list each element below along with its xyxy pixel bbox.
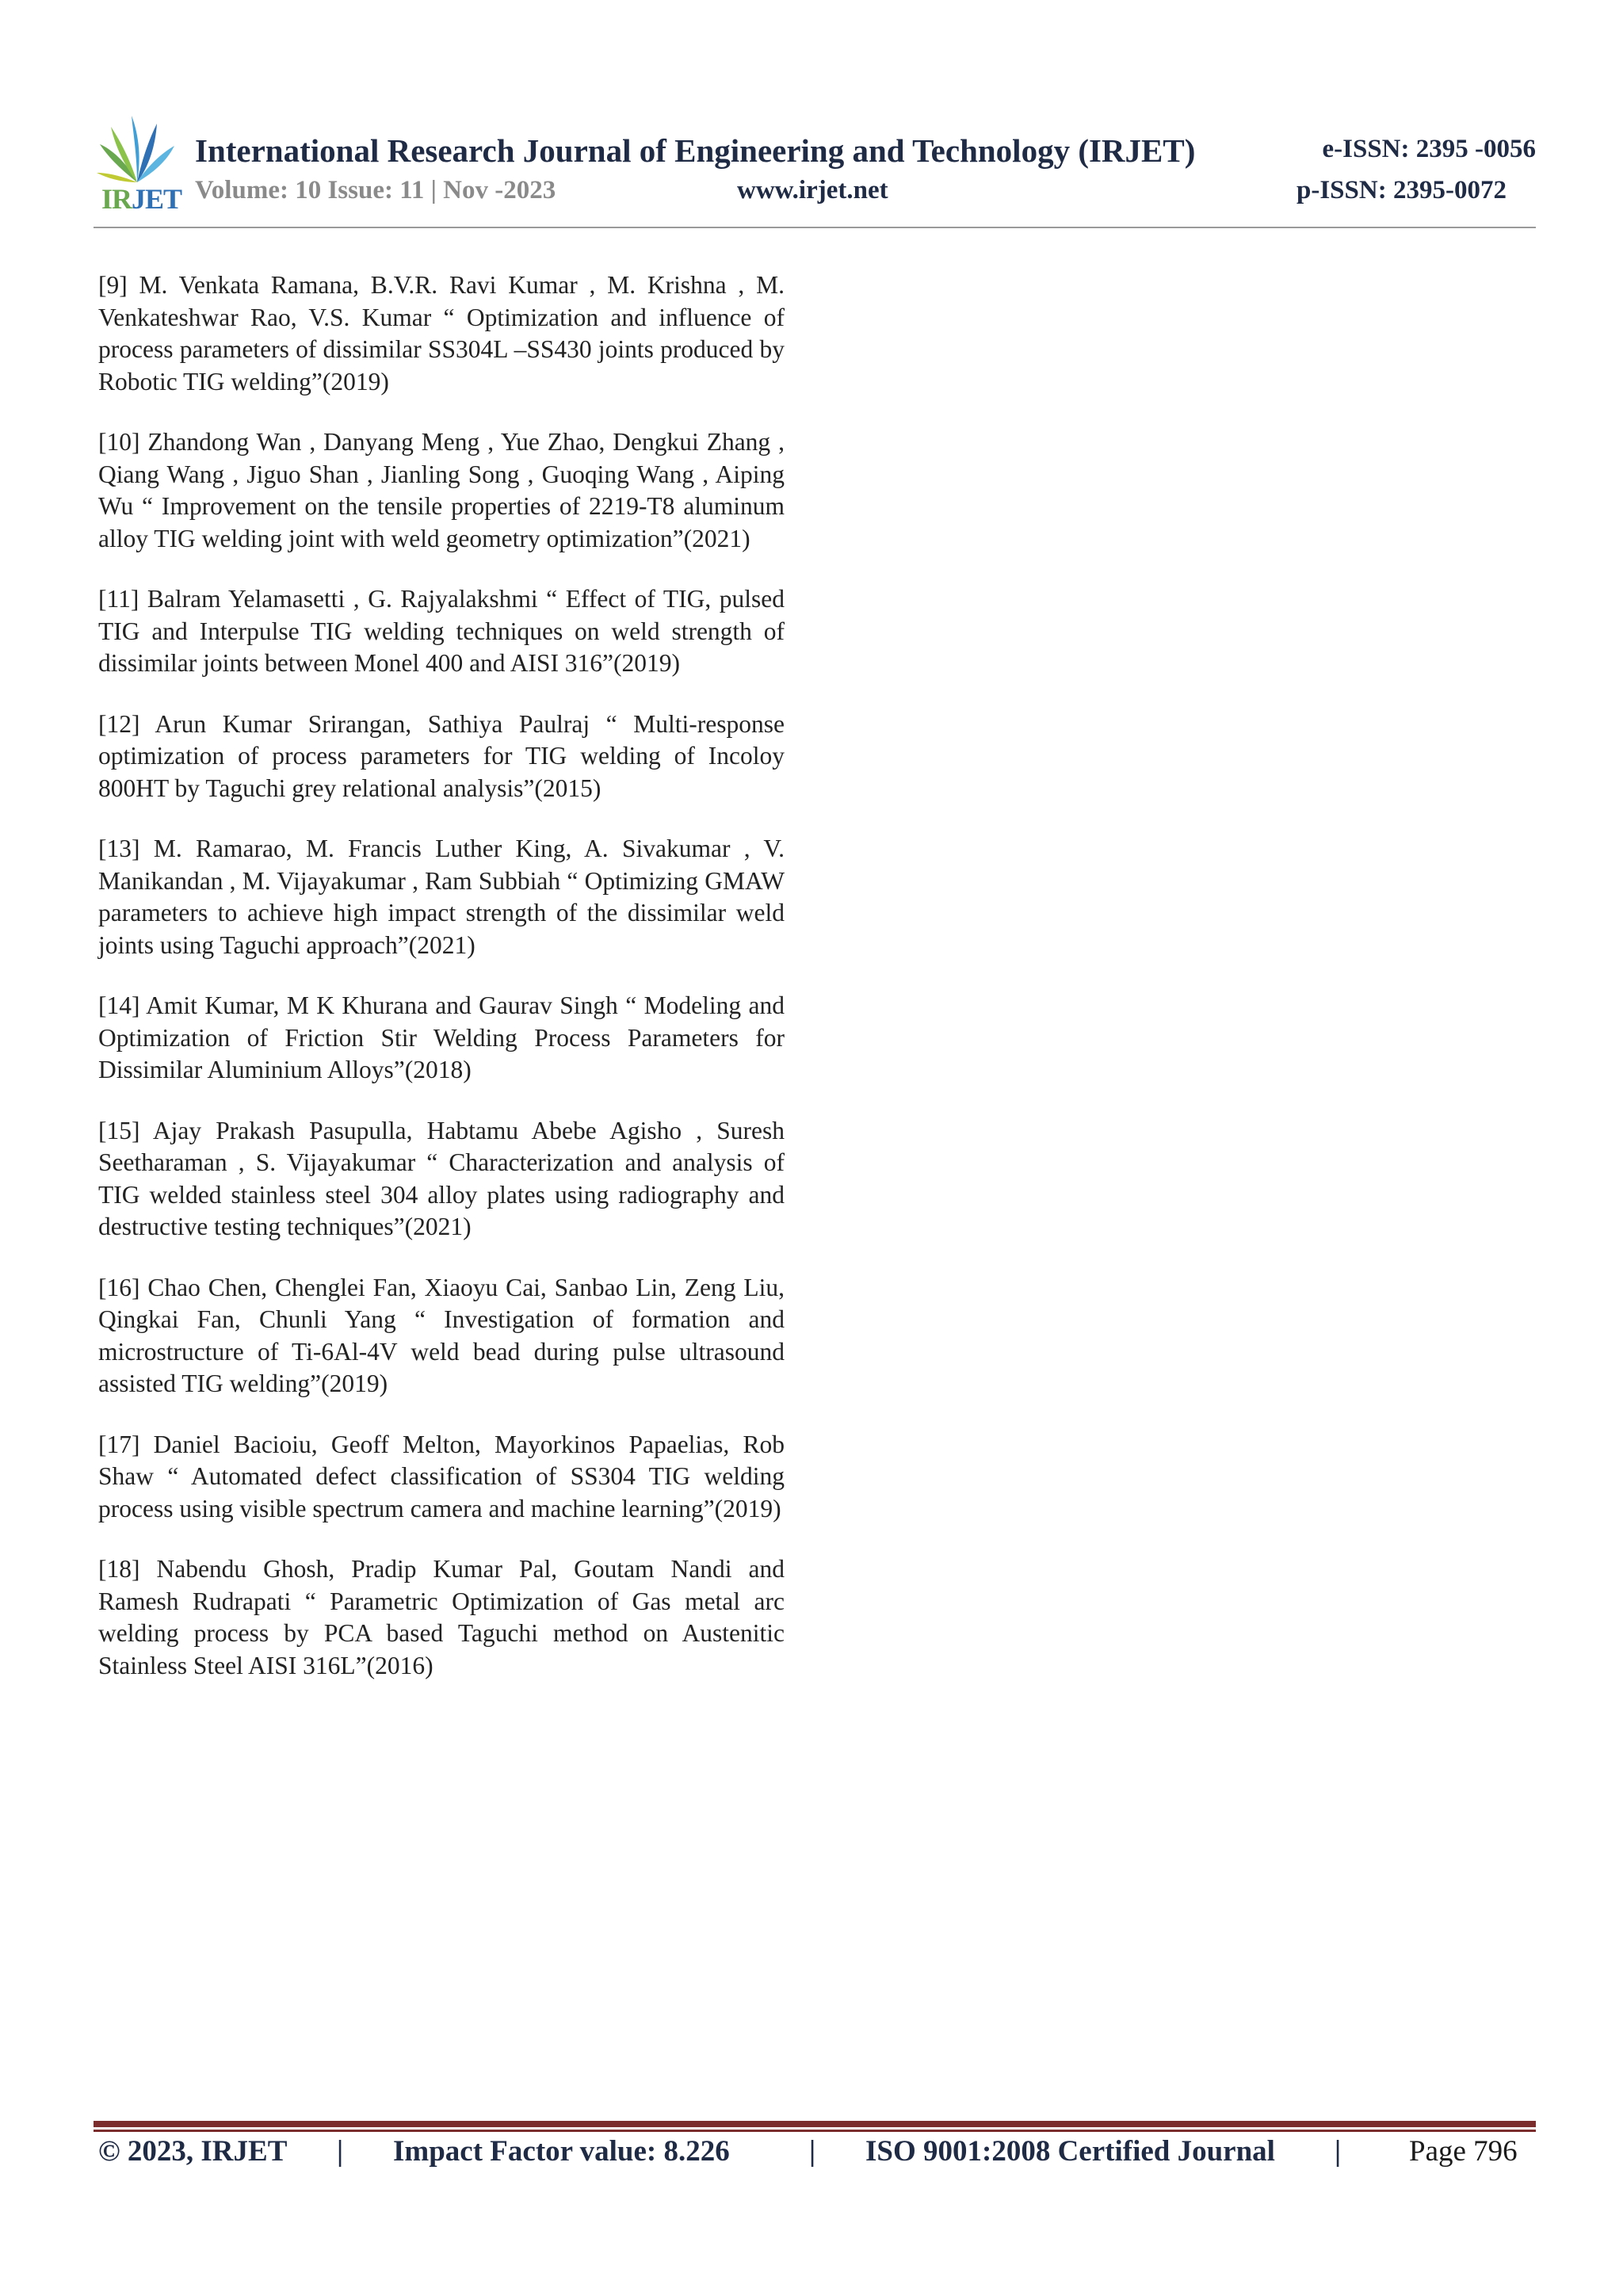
reference-item: [13] M. Ramarao, M. Francis Luther King, A. Sivakumar , V. Manikandan , M. Vijayakumar , Ram Subbiah “ Optimizing GMAW parameters to achieve high impact strength of the dissimilar weld joints using Taguchi approach”(2021) xyxy=(98,835,785,959)
page-header xyxy=(94,113,1536,227)
reference-item: [14] Amit Kumar, M K Khurana and Gaurav Singh “ Modeling and Optimization of Friction Stir Welding Process Parameters for Dissimilar Aluminium Alloys”(2018) xyxy=(98,991,785,1083)
footer-copyright: © 2023, IRJET xyxy=(98,2135,288,2168)
references-list xyxy=(98,269,785,1710)
footer-iso-certification: ISO 9001:2008 Certified Journal xyxy=(865,2135,1275,2168)
journal-website: www.irjet.net xyxy=(737,176,888,204)
reference-item: [16] Chao Chen, Chenglei Fan, Xiaoyu Cai, Sanbao Lin, Zeng Liu, Qingkai Fan, Chunli Yang “ Investigation of formation and microstructure of Ti-6Al-4V weld bead during pulse ultrasound assisted TIG welding”(2019) xyxy=(98,1273,785,1397)
reference-item: [10] Zhandong Wan , Danyang Meng , Yue Zhao, Dengkui Zhang , Qiang Wang , Jiguo Shan , Jianling Song , Guoqing Wang , Aiping Wu “ Improvement on the tensile properties of 2219-T8 aluminum alloy TIG welding joint with weld geometry optimization”(2021) xyxy=(98,428,785,552)
footer-separator: | xyxy=(809,2135,816,2168)
footer-divider-thick xyxy=(94,2121,1536,2127)
reference-item: [11] Balram Yelamasetti , G. Rajyalakshmi “ Effect of TIG, pulsed TIG and Interpulse TIG welding techniques on weld strength of dissimilar joints between Monel 400 and AISI 316”(2019) xyxy=(98,585,785,677)
footer-separator: | xyxy=(337,2135,344,2168)
reference-item: [15] Ajay Prakash Pasupulla, Habtamu Abebe Agisho , Suresh Seetharaman , S. Vijayakumar “ Characterization and analysis of TIG welded stainless steel 304 alloy plates using radiography and destructive testing techniques”(2021) xyxy=(98,1116,785,1240)
leaf-logo-icon xyxy=(94,113,181,185)
page-footer xyxy=(94,2134,1536,2174)
reference-item: [17] Daniel Bacioiu, Geoff Melton, Mayorkinos Papaelias, Rob Shaw “ Automated defect classification of SS304 TIG welding process using visible spectrum camera and machine learning”(2019) xyxy=(98,1430,785,1522)
reference-item: [9] M. Venkata Ramana, B.V.R. Ravi Kumar , M. Krishna , M. Venkateshwar Rao, V.S. Kumar “ Optimization and influence of process parameters of dissimilar SS304L –SS430 joints produced by Robotic TIG welding”(2019) xyxy=(98,271,785,395)
footer-divider-thin xyxy=(94,2130,1536,2132)
footer-separator: | xyxy=(1335,2135,1342,2168)
e-issn: e-ISSN: 2395 -0056 xyxy=(1322,135,1536,163)
volume-issue: Volume: 10 Issue: 11 | Nov -2023 xyxy=(195,176,556,204)
reference-item: [18] Nabendu Ghosh, Pradip Kumar Pal, Goutam Nandi and Ramesh Rudrapati “ Parametric Optimization of Gas metal arc welding process by PCA based Taguchi method on Austenitic Stainless Steel AISI 316L”(2016) xyxy=(98,1555,785,1679)
logo-wordmark: IRJET xyxy=(101,183,182,215)
footer-page-number: Page 796 xyxy=(1409,2135,1518,2168)
footer-impact-factor: Impact Factor value: 8.226 xyxy=(393,2135,730,2168)
header-divider xyxy=(94,227,1536,228)
reference-item: [12] Arun Kumar Srirangan, Sathiya Paulraj “ Multi-response optimization of process parameters for TIG welding of Incoloy 800HT by Taguchi grey relational analysis”(2015) xyxy=(98,709,785,802)
p-issn: p-ISSN: 2395-0072 xyxy=(1296,176,1507,204)
journal-title: International Research Journal of Engineering and Technology (IRJET) xyxy=(195,132,1196,169)
irjet-logo xyxy=(94,113,181,214)
